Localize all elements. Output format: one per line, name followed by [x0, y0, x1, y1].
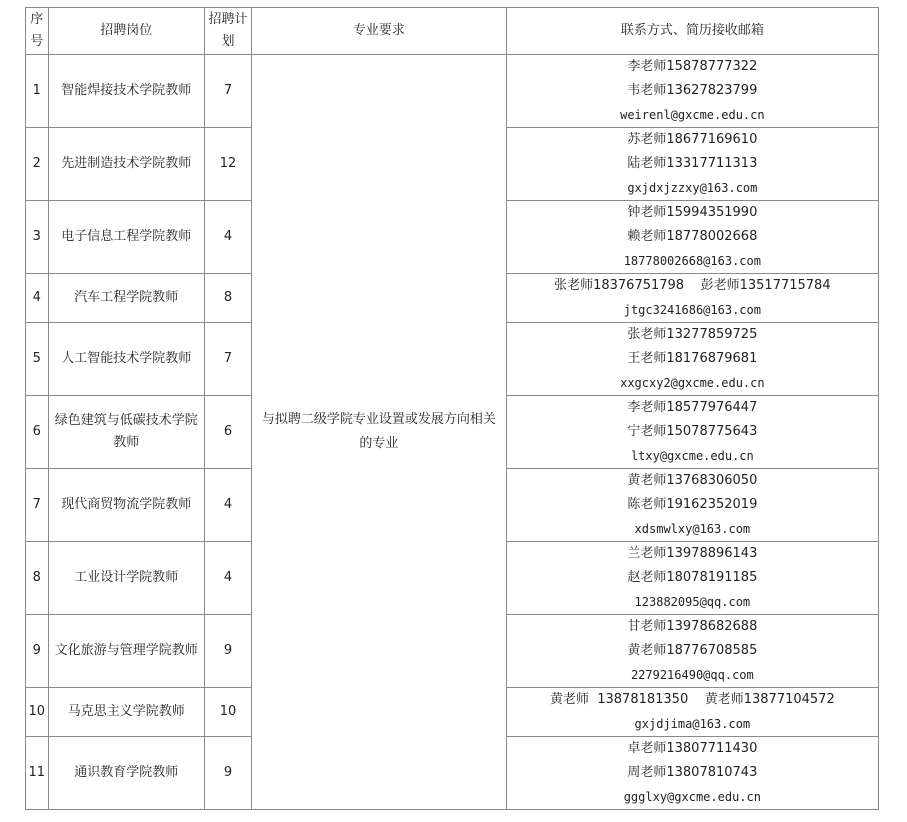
cell-position: 绿色建筑与低碳技术学院教师: [48, 396, 204, 469]
cell-contact: [506, 469, 878, 542]
cell-contact: [506, 201, 878, 274]
header-position: 招聘岗位: [48, 8, 204, 55]
contact-email: xxgcxy2@gxcme.edu.cn: [620, 376, 765, 390]
cell-no: 4: [26, 274, 49, 323]
cell-position: 人工智能技术学院教师: [48, 323, 204, 396]
contact-person: 陈老师19162352019: [627, 497, 758, 512]
contact-email: xdsmwlxy@163.com: [634, 522, 751, 536]
cell-position: 先进制造技术学院教师: [48, 128, 204, 201]
contact-person: 李老师18577976447: [627, 400, 758, 415]
cell-no: 2: [26, 128, 49, 201]
recruitment-table: [25, 7, 879, 810]
cell-position: 通识教育学院教师: [48, 737, 204, 810]
cell-plan: 6: [204, 396, 251, 469]
cell-contact: [506, 274, 878, 323]
contact-person: 黄老师13768306050: [627, 473, 758, 488]
cell-position: 现代商贸物流学院教师: [48, 469, 204, 542]
cell-requirement: 与拟聘二级学院专业设置或发展方向相关的专业: [252, 55, 507, 810]
cell-contact: [506, 688, 878, 737]
header-requirement: 专业要求: [252, 8, 507, 55]
cell-contact: [506, 737, 878, 810]
contact-email: ggglxy@gxcme.edu.cn: [623, 790, 761, 804]
cell-plan: 7: [204, 323, 251, 396]
cell-contact: [506, 323, 878, 396]
cell-no: 8: [26, 542, 49, 615]
contact-person: 韦老师13627823799: [627, 83, 758, 98]
table-row: [26, 55, 879, 128]
cell-no: 9: [26, 615, 49, 688]
contact-email: jtgc3241686@163.com: [623, 303, 761, 317]
cell-plan: 4: [204, 469, 251, 542]
cell-plan: 9: [204, 615, 251, 688]
contact-person: 钟老师15994351990: [627, 205, 758, 220]
cell-plan: 12: [204, 128, 251, 201]
contact-person: 周老师13807810743: [627, 765, 758, 780]
contact-person: 黄老师 13878181350 黄老师13877104572: [549, 692, 835, 707]
contact-email: 123882095@qq.com: [634, 595, 751, 609]
contact-person: 甘老师13978682688: [627, 619, 758, 634]
contact-email: ltxy@gxcme.edu.cn: [630, 449, 754, 463]
cell-no: 11: [26, 737, 49, 810]
contact-person: 张老师13277859725: [627, 327, 758, 342]
cell-position: 工业设计学院教师: [48, 542, 204, 615]
table-header-row: [26, 8, 879, 55]
contact-person: 赖老师18778002668: [627, 229, 758, 244]
contact-person: 张老师18376751798 彭老师13517715784: [554, 278, 831, 293]
cell-position: 汽车工程学院教师: [48, 274, 204, 323]
cell-no: 7: [26, 469, 49, 542]
cell-contact: [506, 615, 878, 688]
cell-position: 马克思主义学院教师: [48, 688, 204, 737]
contact-email: gxjdjima@163.com: [634, 717, 751, 731]
cell-contact: [506, 55, 878, 128]
header-plan: 招聘计划: [204, 8, 251, 55]
header-contact: 联系方式、简历接收邮箱: [506, 8, 878, 55]
table-body: [26, 55, 879, 810]
cell-position: 文化旅游与管理学院教师: [48, 615, 204, 688]
contact-email: 18778002668@163.com: [623, 254, 761, 268]
cell-no: 5: [26, 323, 49, 396]
contact-person: 苏老师18677169610: [627, 132, 758, 147]
cell-plan: 4: [204, 201, 251, 274]
cell-contact: [506, 542, 878, 615]
cell-plan: 8: [204, 274, 251, 323]
header-no: 序号: [26, 8, 49, 55]
contact-person: 王老师18176879681: [627, 351, 758, 366]
cell-no: 3: [26, 201, 49, 274]
contact-person: 黄老师18776708585: [627, 643, 758, 658]
cell-no: 10: [26, 688, 49, 737]
contact-person: 宁老师15078775643: [627, 424, 758, 439]
cell-plan: 4: [204, 542, 251, 615]
contact-person: 赵老师18078191185: [627, 570, 758, 585]
contact-person: 陆老师13317711313: [627, 156, 758, 171]
cell-no: 6: [26, 396, 49, 469]
contact-person: 李老师15878777322: [627, 59, 758, 74]
contact-person: 卓老师13807711430: [627, 741, 758, 756]
cell-no: 1: [26, 55, 49, 128]
cell-contact: [506, 396, 878, 469]
cell-contact: [506, 128, 878, 201]
contact-email: 2279216490@qq.com: [630, 668, 754, 682]
contact-person: 兰老师13978896143: [627, 546, 758, 561]
contact-email: weirenl@gxcme.edu.cn: [620, 108, 765, 122]
contact-email: gxjdxjzzxy@163.com: [627, 181, 758, 195]
cell-plan: 9: [204, 737, 251, 810]
cell-plan: 10: [204, 688, 251, 737]
cell-position: 智能焊接技术学院教师: [48, 55, 204, 128]
cell-plan: 7: [204, 55, 251, 128]
cell-position: 电子信息工程学院教师: [48, 201, 204, 274]
